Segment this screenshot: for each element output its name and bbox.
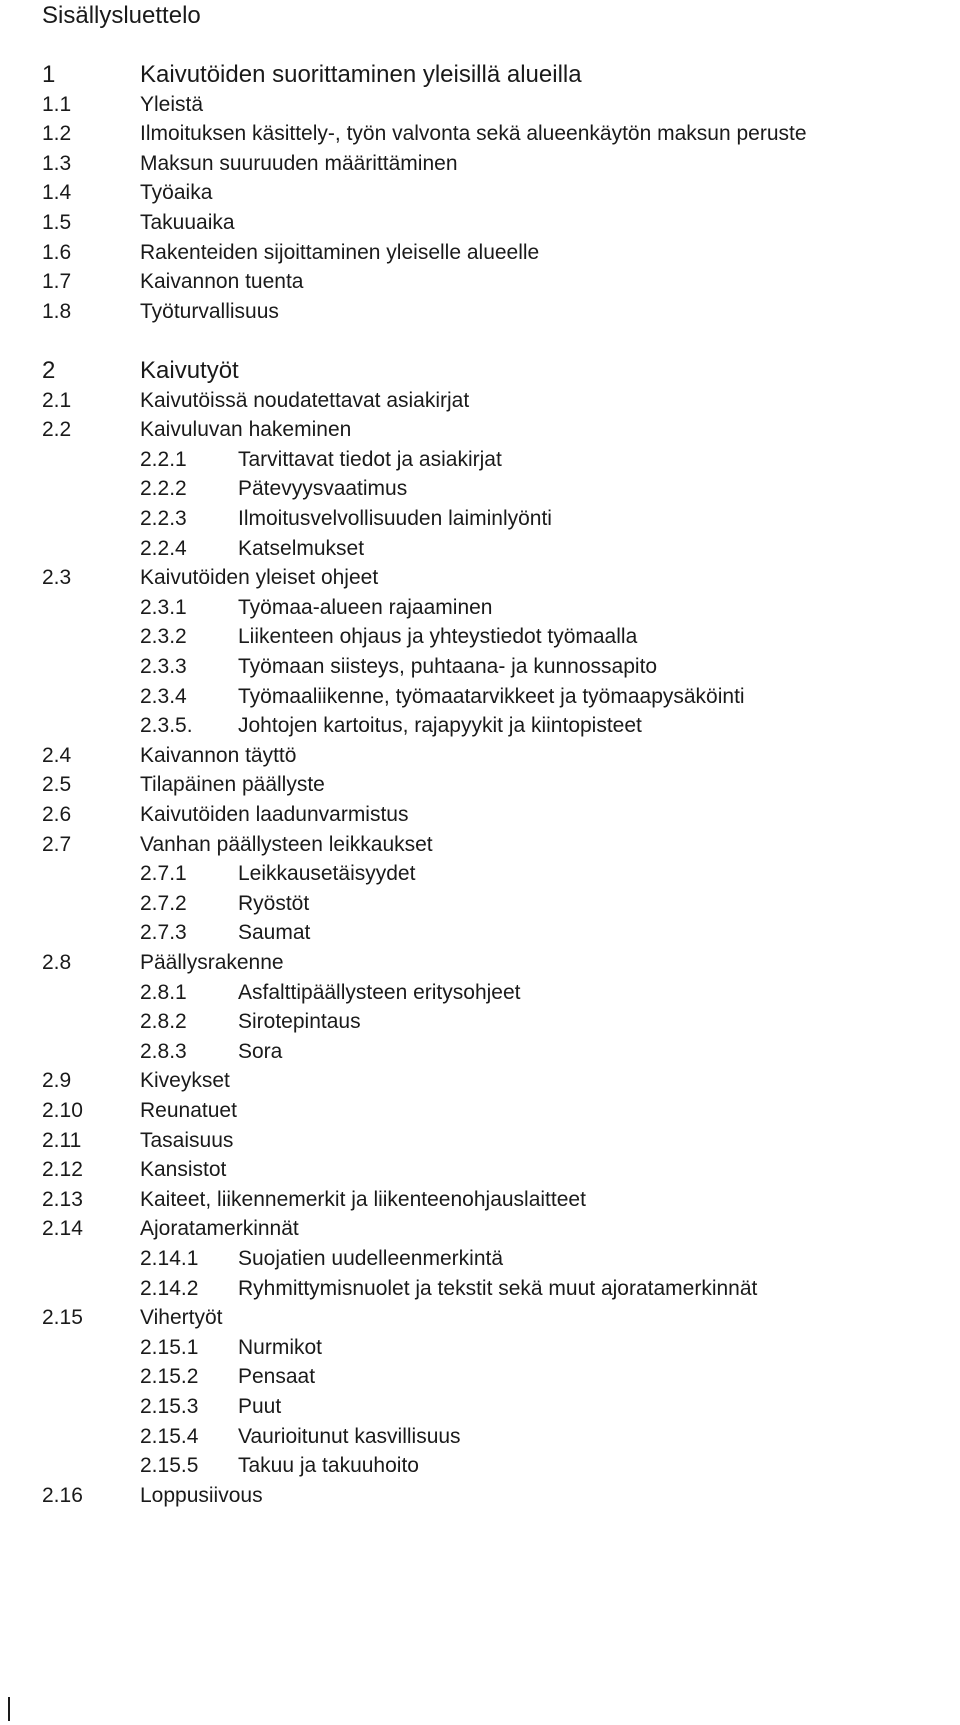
toc-entry-label: Tasaisuus <box>140 1128 234 1152</box>
toc-entry-label: Katselmukset <box>238 536 365 560</box>
toc-entry-number: 2.7.3 <box>140 921 187 945</box>
toc-entry-label: Johtojen kartoitus, rajapyykit ja kiintopisteet <box>238 714 642 738</box>
toc-entry-label: Leikkausetäisyydet <box>238 862 416 886</box>
toc-entry-number: 1.7 <box>42 270 72 294</box>
toc-entry-number: 2.15.4 <box>140 1424 199 1448</box>
toc-entry-number: 1.4 <box>42 181 72 205</box>
toc-entry-number: 1.5 <box>42 211 72 234</box>
toc-entry-label: Kaivuluvan hakeminen <box>140 418 352 442</box>
toc-entry-label: Työmaaliikenne, työmaatarvikkeet ja työmaapysäköinti <box>238 684 745 708</box>
toc-entry-number: 2.2.3 <box>140 507 187 530</box>
toc-entry-label: Päällysrakenne <box>140 951 284 974</box>
toc-entry-label: Reunatuet <box>140 1099 237 1122</box>
toc-entry-label: Maksun suuruuden määrittäminen <box>140 151 458 175</box>
toc-entry-number: 2.15.3 <box>140 1395 199 1418</box>
toc-entry-number: 2.15 <box>42 1306 83 1330</box>
toc-entry-number: 1.1 <box>42 92 72 116</box>
toc-entry-number: 2.3.2 <box>140 625 187 649</box>
toc-entry-number: 2.14.2 <box>140 1276 199 1300</box>
toc-entry-number: 2.13 <box>42 1187 83 1211</box>
toc-entry-number: 2.5 <box>42 773 72 797</box>
toc-entry-number: 2.2.1 <box>140 447 187 471</box>
toc-entry-number: 2.7 <box>42 832 72 856</box>
toc-entry-label: Loppusiivous <box>140 1483 263 1507</box>
toc-entry-number: 1.6 <box>42 240 72 264</box>
toc-entry-label: Suojatien uudelleenmerkintä <box>238 1247 504 1270</box>
toc-entry-label: Työmaan siisteys, puhtaana- ja kunnossapito <box>238 655 658 678</box>
toc-entry-label: Kaivannon tuenta <box>140 270 304 294</box>
toc-entry-number: 1.2 <box>42 122 72 146</box>
toc-entry-number: 2.8.3 <box>140 1039 187 1063</box>
toc-entry-label: Kaivutöissä noudatettavat asiakirjat <box>140 388 470 412</box>
toc-entry-label: Vanhan päällysteen leikkaukset <box>140 832 433 856</box>
toc-entry-label: Ryhmittymisnuolet ja tekstit sekä muut ajoratamerkinnät <box>238 1276 758 1300</box>
toc-entry-label: Työaika <box>140 181 213 205</box>
toc-entry-number: 2.11 <box>42 1128 82 1152</box>
toc-entry-number: 2.7.1 <box>140 862 187 886</box>
toc-entry-label: Tarvittavat tiedot ja asiakirjat <box>238 447 502 471</box>
toc-entry-label: Nurmikot <box>238 1335 323 1359</box>
page-margin-mark <box>8 1697 10 1721</box>
toc-entry-label: Puut <box>238 1395 282 1418</box>
toc-entry-number: 2.8 <box>42 951 72 974</box>
toc-entry-number: 1.8 <box>42 299 72 323</box>
toc-entry-label: Työturvallisuus <box>140 299 279 323</box>
toc-entry-number: 2.3.1 <box>140 595 187 619</box>
toc-entry-number: 2.16 <box>42 1483 83 1507</box>
toc-entry-number: 2.2.4 <box>140 536 187 560</box>
toc-entry-label: Takuuaika <box>140 211 235 234</box>
toc-entry-label: Kaivutöiden laadunvarmistus <box>140 803 409 826</box>
page-title: Sisällysluettelo <box>42 2 201 29</box>
toc-entry-number: 2 <box>42 357 56 384</box>
toc-entry-number: 2.12 <box>42 1158 83 1182</box>
toc-entry-label: Kiveykset <box>140 1069 230 1093</box>
toc-entry-label: Kaivutöiden yleiset ohjeet <box>140 566 379 590</box>
toc-entry-label: Ryöstöt <box>238 891 310 915</box>
toc-entry-label: Rakenteiden sijoittaminen yleiselle alueelle <box>140 240 540 264</box>
toc-entry-number: 2.2 <box>42 418 72 442</box>
toc-entry-label: Työmaa-alueen rajaaminen <box>238 595 493 619</box>
toc-entry-number: 2.7.2 <box>140 891 187 915</box>
toc-entry-label: Vihertyöt <box>140 1306 223 1330</box>
toc-entry-label: Vaurioitunut kasvillisuus <box>238 1424 461 1448</box>
toc-entry-label: Kaivutyöt <box>140 357 239 384</box>
toc-entry-number: 2.15.1 <box>140 1335 199 1359</box>
toc-entry-label: Sirotepintaus <box>238 1010 361 1034</box>
toc-entry-number: 2.14.1 <box>140 1247 199 1270</box>
toc-entry-label: Yleistä <box>140 92 204 116</box>
toc-entry-label: Ajoratamerkinnät <box>140 1217 299 1241</box>
toc-entry-number: 2.3 <box>42 566 72 590</box>
toc-entry-label: Saumat <box>238 921 311 945</box>
toc-entry-label: Pensaat <box>238 1365 316 1389</box>
toc-entry-number: 2.15.2 <box>140 1365 199 1389</box>
toc-entry-label: Ilmoituksen käsittely-, työn valvonta sekä alueenkäytön maksun peruste <box>140 122 807 146</box>
toc-entry-number: 2.8.2 <box>140 1010 187 1034</box>
toc-entry-number: 2.6 <box>42 803 72 826</box>
toc-entry-label: Liikenteen ohjaus ja yhteystiedot työmaalla <box>238 625 638 649</box>
toc-entry-label: Kaivannon täyttö <box>140 743 297 767</box>
toc-entry-number: 2.14 <box>42 1217 83 1241</box>
toc-entry-number: 2.2.2 <box>140 477 187 501</box>
toc-entry-label: Tilapäinen päällyste <box>140 773 325 797</box>
toc-entry-number: 2.15.5 <box>140 1454 199 1478</box>
toc-entry-label: Takuu ja takuuhoito <box>238 1454 419 1478</box>
toc-entry-number: 2.3.4 <box>140 684 187 708</box>
toc-entry-number: 2.1 <box>42 388 72 412</box>
toc-entry-label: Ilmoitusvelvollisuuden laiminlyönti <box>238 507 552 530</box>
toc-entry-label: Kansistot <box>140 1158 227 1182</box>
toc-entry-number: 2.3.5. <box>140 714 193 738</box>
toc-entry-number: 2.8.1 <box>140 980 187 1004</box>
toc-entry-number: 1 <box>42 61 56 88</box>
toc-entry-label: Pätevyysvaatimus <box>238 477 408 501</box>
toc-entry-number: 2.9 <box>42 1069 72 1093</box>
toc-entry-label: Asfalttipäällysteen eritysohjeet <box>238 980 521 1004</box>
toc-entry-number: 1.3 <box>42 151 72 175</box>
toc-entry-label: Kaiteet, liikennemerkit ja liikenteenohjauslaitteet <box>140 1187 586 1211</box>
toc-entry-number: 2.10 <box>42 1099 83 1122</box>
toc-entry-label: Sora <box>238 1039 283 1063</box>
toc-entry-label: Kaivutöiden suorittaminen yleisillä alueilla <box>140 61 582 88</box>
toc-entry-number: 2.4 <box>42 743 72 767</box>
toc-entry-number: 2.3.3 <box>140 655 187 678</box>
